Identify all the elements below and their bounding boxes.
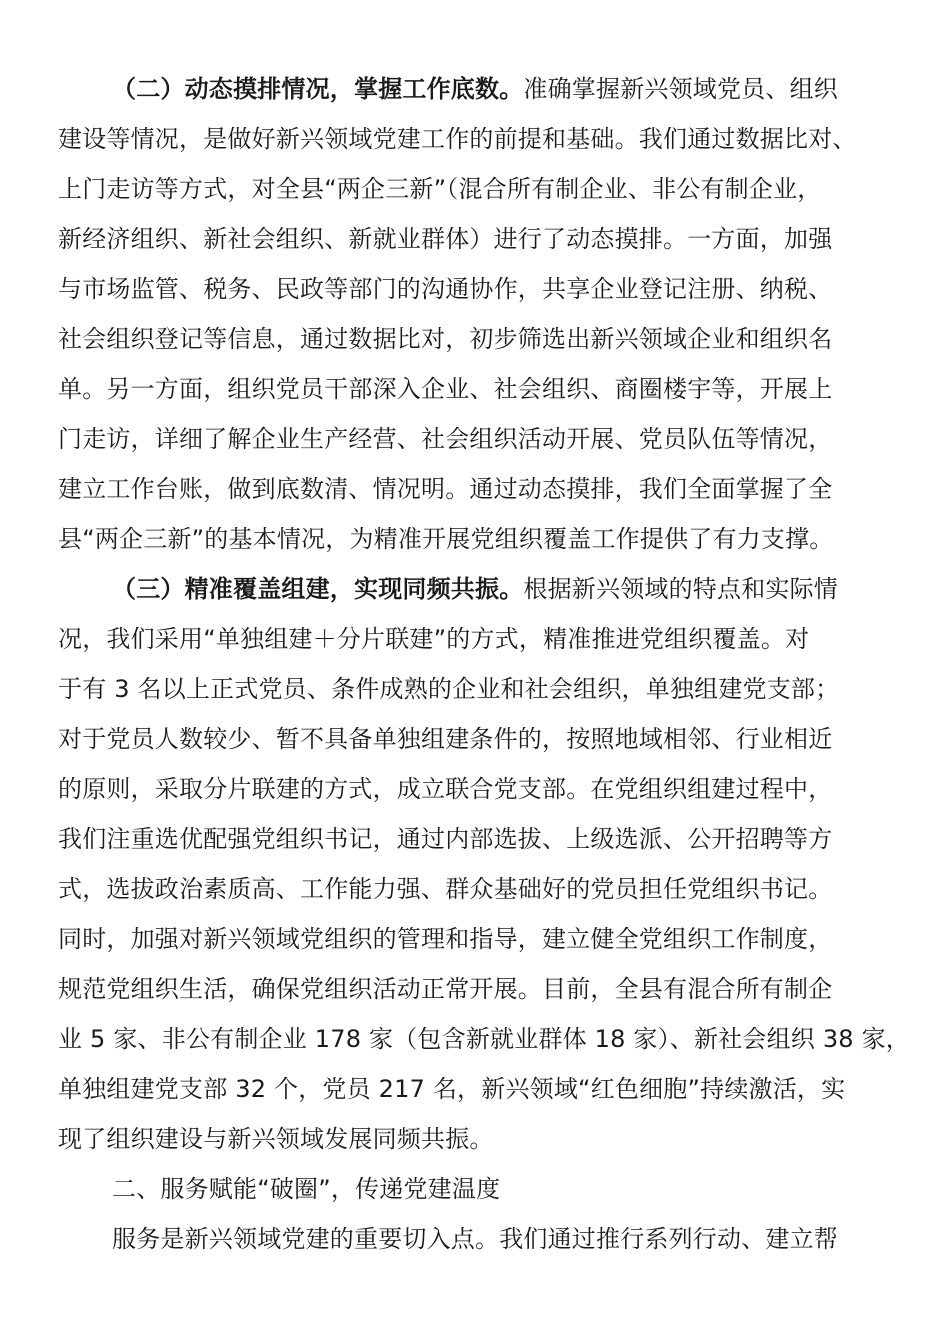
paragraph-line: 的原则，采取分片联建的方式，成立联合党支部。在党组织组建过程中， [58,775,833,803]
paragraph-line: 建立工作台账，做到底数清、情况明。通过动态摸排，我们全面掌握了全 [58,475,833,503]
paragraph-line: 新经济组织、新社会组织、新就业群体）进行了动态摸排。一方面，加强 [58,225,833,253]
paragraph-line: 单。另一方面，组织党员干部深入企业、社会组织、商圈楼宇等，开展上 [58,375,833,403]
paragraph-line: 上门走访等方式，对全县“两企三新”（混合所有制企业、非公有制企业， [58,175,822,203]
paragraph-line: 单独组建党支部 32 个，党员 217 名，新兴领域“红色细胞”持续激活，实 [58,1075,846,1103]
paragraph-line: 门走访，详细了解企业生产经营、社会组织活动开展、党员队伍等情况， [58,425,833,453]
paragraph-line: 与市场监管、税务、民政等部门的沟通协作，共享企业登记注册、纳税、 [58,275,833,303]
paragraph-line: 况，我们采用“单独组建＋分片联建”的方式，精准推进党组织覆盖。对 [58,625,810,653]
paragraph-text: 准确掌握新兴领域党员、组织 [523,75,839,103]
paragraph-line: 对于党员人数较少、暂不具备单独组建条件的，按照地域相邻、行业相近 [58,725,833,753]
paragraph-line: 服务是新兴领域党建的重要切入点。我们通过推行系列行动、建立帮 [112,1225,838,1253]
paragraph-line: 我们注重选优配强党组织书记，通过内部选拔、上级选派、公开招聘等方 [58,825,833,853]
paragraph-line [112,64,838,114]
paragraph-line: 于有 3 名以上正式党员、条件成熟的企业和社会组织，单独组建党支部； [58,675,840,703]
paragraph-line: 规范党组织生活，确保党组织活动正常开展。目前，全县有混合所有制企 [58,975,833,1003]
paragraph-line: 社会组织登记等信息，通过数据比对，初步筛选出新兴领域企业和组织名 [58,325,833,353]
section-heading: （二）动态摸排情况，掌握工作底数。 [112,75,524,103]
paragraph-line: 现了组织建设与新兴领域发展同频共振。 [58,1125,494,1153]
paragraph-line: 县“两企三新”的基本情况，为精准开展党组织覆盖工作提供了有力支撑。 [58,525,834,553]
section-heading: （三）精准覆盖组建，实现同频共振。 [112,575,524,603]
paragraph-text: 根据新兴领域的特点和实际情 [523,575,839,603]
paragraph-line: 式，选拔政治素质高、工作能力强、群众基础好的党员担任党组织书记。 [58,875,833,903]
paragraph-line: 业 5 家、非公有制企业 178 家（包含新就业群体 18 家）、新社会组织 38 家， [58,1025,910,1053]
part-heading: 二、服务赋能“破圈”，传递党建温度 [112,1175,501,1203]
paragraph-line: 同时，加强对新兴领域党组织的管理和指导，建立健全党组织工作制度， [58,925,833,953]
paragraph-line: 建设等情况，是做好新兴领域党建工作的前提和基础。我们通过数据比对、 [58,125,857,153]
paragraph-line [112,564,838,614]
